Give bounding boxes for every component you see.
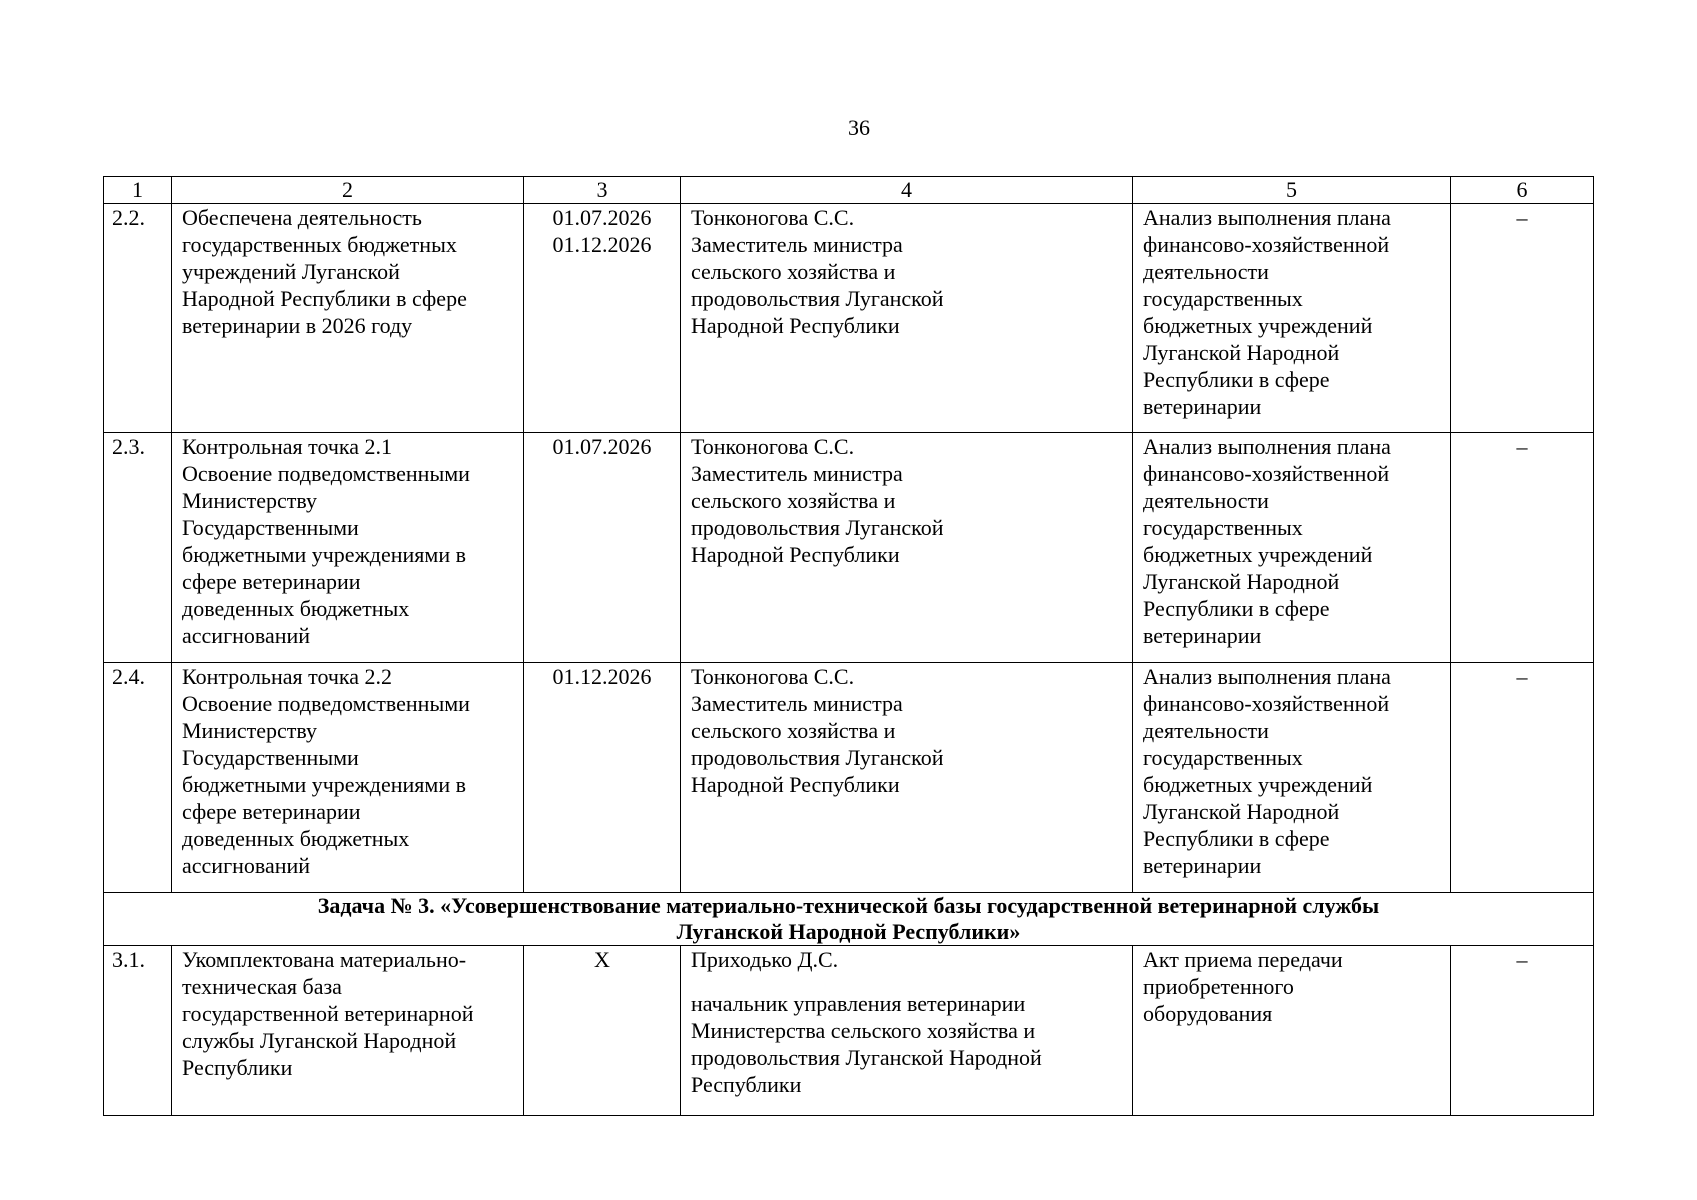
document-line: ветеринарии xyxy=(1143,394,1262,419)
event-line: государственных бюджетных xyxy=(182,232,457,257)
event-line: Освоение подведомственными xyxy=(182,461,470,486)
event-line: ассигнований xyxy=(182,853,311,878)
date-value: 01.12.2026 xyxy=(552,664,652,689)
document-line: деятельности xyxy=(1143,259,1269,284)
event-line: сфере ветеринарии xyxy=(182,799,361,824)
responsible-line: продовольствия Луганской xyxy=(691,515,944,540)
event-line: ассигнований xyxy=(182,623,311,648)
responsible-line: начальник управления ветеринарии xyxy=(691,991,1026,1016)
responsible-line: Министерства сельского хозяйства и xyxy=(691,1018,1036,1043)
responsible-cell xyxy=(681,433,1133,663)
date-cell xyxy=(524,204,681,433)
event-line: Государственными xyxy=(182,515,359,540)
document-cell xyxy=(1133,663,1451,893)
event-line: доведенных бюджетных xyxy=(182,596,410,621)
document-line: бюджетных учреждений xyxy=(1143,313,1373,338)
table-row xyxy=(104,204,1594,433)
document-cell xyxy=(1133,433,1451,663)
spacer xyxy=(691,973,1122,990)
event-line: техническая база xyxy=(182,974,342,999)
event-line: бюджетными учреждениями в xyxy=(182,772,466,797)
responsible-line: Народной Республики xyxy=(691,772,900,797)
event-line: Обеспечена деятельность xyxy=(182,205,422,230)
responsible-line: Заместитель министра xyxy=(691,232,903,257)
column-6-cell: – xyxy=(1451,433,1594,663)
header-cell-2: 2 xyxy=(172,177,524,204)
column-6-cell: – xyxy=(1451,663,1594,893)
document-line: Республики в сфере xyxy=(1143,826,1330,851)
event-line: Республики xyxy=(182,1055,293,1080)
date-value: 01.07.2026 xyxy=(552,434,652,459)
table-row xyxy=(104,433,1594,663)
table-row xyxy=(104,946,1594,1116)
event-line: службы Луганской Народной xyxy=(182,1028,457,1053)
event-line: Министерству xyxy=(182,718,318,743)
document-line: Луганской Народной xyxy=(1143,569,1340,594)
document-line: финансово-хозяйственной xyxy=(1143,232,1390,257)
date-cell xyxy=(524,663,681,893)
event-line: Министерству xyxy=(182,488,318,513)
document-line: государственных xyxy=(1143,286,1303,311)
task-heading-line: Луганской Народной Республики» xyxy=(676,919,1021,944)
document-line: государственных xyxy=(1143,745,1303,770)
document-line: бюджетных учреждений xyxy=(1143,542,1373,567)
responsible-line: Тонконогова С.С. xyxy=(691,664,855,689)
document-line: деятельности xyxy=(1143,488,1269,513)
document-cell xyxy=(1133,204,1451,433)
responsible-line: продовольствия Луганской Народной xyxy=(691,1045,1042,1070)
date-value: Х xyxy=(594,947,610,972)
document-line: государственных xyxy=(1143,515,1303,540)
document-cell xyxy=(1133,946,1451,1116)
document-line: ветеринарии xyxy=(1143,623,1262,648)
responsible-line: Заместитель министра xyxy=(691,691,903,716)
document-line: бюджетных учреждений xyxy=(1143,772,1373,797)
responsible-line: сельского хозяйства и xyxy=(691,718,896,743)
header-cell-4: 4 xyxy=(681,177,1133,204)
event-line: Укомплектована материально- xyxy=(182,947,467,972)
document-line: финансово-хозяйственной xyxy=(1143,461,1390,486)
page-number: 36 xyxy=(848,115,870,140)
document-line: Анализ выполнения плана xyxy=(1143,205,1391,230)
responsible-line: Народной Республики xyxy=(691,542,900,567)
responsible-cell xyxy=(681,946,1133,1116)
event-line: бюджетными учреждениями в xyxy=(182,542,466,567)
task-heading-row xyxy=(104,893,1594,946)
date-value: 01.12.2026 xyxy=(552,232,652,257)
header-cell-6: 6 xyxy=(1451,177,1594,204)
responsible-line: продовольствия Луганской xyxy=(691,745,944,770)
document-line: Республики в сфере xyxy=(1143,367,1330,392)
responsible-line: Тонконогова С.С. xyxy=(691,434,855,459)
document-line: Республики в сфере xyxy=(1143,596,1330,621)
responsible-line: сельского хозяйства и xyxy=(691,259,896,284)
document-line: Луганской Народной xyxy=(1143,340,1340,365)
document-line: финансово-хозяйственной xyxy=(1143,691,1390,716)
responsible-line: Народной Республики xyxy=(691,313,900,338)
event-line: ветеринарии в 2026 году xyxy=(182,313,413,338)
document-line: Луганской Народной xyxy=(1143,799,1340,824)
event-line: доведенных бюджетных xyxy=(182,826,410,851)
header-cell-3: 3 xyxy=(524,177,681,204)
task-heading xyxy=(104,893,1594,946)
document-line: оборудования xyxy=(1143,1001,1273,1026)
responsible-line: сельского хозяйства и xyxy=(691,488,896,513)
date-value: 01.07.2026 xyxy=(552,205,652,230)
event-line: Народной Республики в сфере xyxy=(182,286,467,311)
event-cell xyxy=(172,663,524,893)
column-6-cell: – xyxy=(1451,946,1594,1116)
responsible-line: продовольствия Луганской xyxy=(691,286,944,311)
document-line: Акт приема передачи xyxy=(1143,947,1343,972)
row-number: 2.3. xyxy=(104,433,172,663)
row-number: 2.2. xyxy=(104,204,172,433)
responsible-cell xyxy=(681,663,1133,893)
event-line: государственной ветеринарной xyxy=(182,1001,474,1026)
table-row xyxy=(104,663,1594,893)
document-line: Анализ выполнения плана xyxy=(1143,664,1391,689)
responsible-line: Заместитель министра xyxy=(691,461,903,486)
responsible-cell xyxy=(681,204,1133,433)
row-number: 3.1. xyxy=(104,946,172,1116)
responsible-line: Тонконогова С.С. xyxy=(691,205,855,230)
document-line: ветеринарии xyxy=(1143,853,1262,878)
event-line: Освоение подведомственными xyxy=(182,691,470,716)
document-line: деятельности xyxy=(1143,718,1269,743)
event-cell xyxy=(172,433,524,663)
document-line: приобретенного xyxy=(1143,974,1294,999)
date-cell xyxy=(524,946,681,1116)
date-cell xyxy=(524,433,681,663)
task-heading-line: Задача № 3. «Усовершенствование материально-технической базы государственной ветеринарной службы xyxy=(317,893,1380,918)
event-line: Контрольная точка 2.2 xyxy=(182,664,393,689)
column-6-cell: – xyxy=(1451,204,1594,433)
event-cell xyxy=(172,946,524,1116)
event-line: учреждений Луганской xyxy=(182,259,400,284)
event-line: Государственными xyxy=(182,745,359,770)
plan-table xyxy=(103,176,1594,1116)
column-number-header-row xyxy=(104,177,1594,204)
document-line: Анализ выполнения плана xyxy=(1143,434,1391,459)
event-line: Контрольная точка 2.1 xyxy=(182,434,393,459)
event-line: сфере ветеринарии xyxy=(182,569,361,594)
header-cell-1: 1 xyxy=(104,177,172,204)
responsible-line: Республики xyxy=(691,1072,802,1097)
header-cell-5: 5 xyxy=(1133,177,1451,204)
event-cell xyxy=(172,204,524,433)
row-number: 2.4. xyxy=(104,663,172,893)
responsible-name: Приходько Д.С. xyxy=(691,947,839,972)
